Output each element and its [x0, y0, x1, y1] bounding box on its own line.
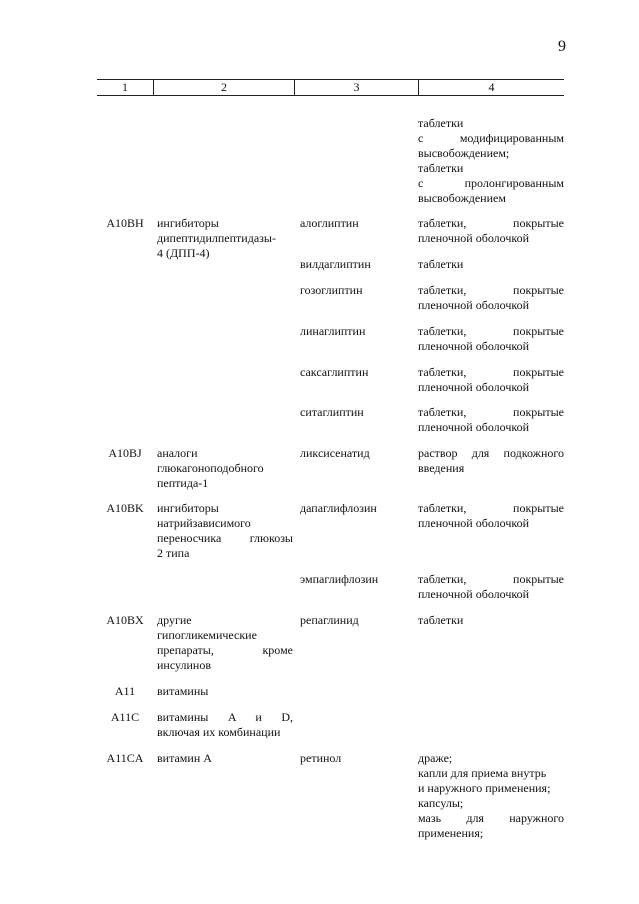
group-line: витамины	[157, 684, 209, 698]
form-line: таблетки, покрытые	[418, 405, 564, 419]
pharmacological-group	[157, 216, 293, 261]
dosage-forms	[418, 283, 564, 313]
drug-name: саксаглиптин	[300, 365, 369, 379]
form-line: капли для приема внутрь	[418, 766, 547, 780]
form-line: пленочной оболочкой	[418, 339, 530, 353]
dosage-forms	[418, 613, 564, 628]
dosage-forms	[418, 751, 564, 841]
group-line: дипептидилпептидазы-	[157, 231, 276, 245]
drug-name: репаглинид	[300, 613, 359, 627]
form-line: применения;	[418, 826, 484, 840]
header-col-3: 3	[295, 80, 419, 95]
form-line: пленочной оболочкой	[418, 420, 530, 434]
form-line: пленочной оболочкой	[418, 587, 530, 601]
header-col-2: 2	[154, 80, 295, 95]
pharmacological-group	[157, 501, 293, 561]
group-line: ингибиторы	[157, 501, 219, 515]
dosage-forms	[418, 572, 564, 602]
form-line: пленочной оболочкой	[418, 516, 530, 530]
atc-code: A10BK	[106, 501, 144, 515]
group-line: 4 (ДПП-4)	[157, 246, 210, 260]
group-line: переносчика глюкозы	[157, 531, 293, 545]
dosage-forms	[418, 216, 564, 246]
group-line: препараты, кроме	[157, 643, 293, 657]
form-line: раствор для подкожного	[418, 446, 564, 460]
group-line: включая их комбинации	[157, 725, 281, 739]
pharmacological-group	[157, 751, 293, 766]
drug-name: вилдаглиптин	[300, 257, 371, 271]
drug-name: алоглиптин	[300, 216, 359, 230]
pharmacological-group	[157, 446, 293, 491]
form-line: драже;	[418, 751, 453, 765]
form-line: таблетки, покрытые	[418, 283, 564, 297]
drug-name: линаглиптин	[300, 324, 366, 338]
atc-code: A10BH	[106, 216, 144, 230]
drug-name: ретинол	[300, 751, 342, 765]
group-line: витамин A	[157, 751, 212, 765]
form-line: высвобождением;	[418, 146, 510, 160]
atc-code: A10BX	[106, 613, 144, 627]
form-line: таблетки, покрытые	[418, 324, 564, 338]
form-line: таблетки, покрытые	[418, 501, 564, 515]
dosage-forms	[418, 324, 564, 354]
dosage-forms	[418, 116, 564, 206]
pharmacological-group	[157, 684, 293, 699]
group-line: глюкагоноподобного	[157, 461, 264, 475]
form-line: таблетки	[418, 613, 464, 627]
form-line: таблетки	[418, 257, 464, 271]
header-col-4: 4	[488, 80, 495, 94]
form-line: пленочной оболочкой	[418, 231, 530, 245]
header-col-1: 1	[97, 80, 154, 95]
form-line: капсулы;	[418, 796, 464, 810]
form-line: пленочной оболочкой	[418, 380, 530, 394]
form-line: таблетки, покрытые	[418, 216, 564, 230]
dosage-forms	[418, 257, 564, 272]
page-number: 9	[558, 38, 566, 55]
form-line: таблетки, покрытые	[418, 365, 564, 379]
form-line: и наружного применения;	[418, 781, 551, 795]
group-line: 2 типа	[157, 546, 190, 560]
atc-code: A11CA	[106, 751, 144, 765]
group-line: гипогликемические	[157, 628, 257, 642]
group-line: витамины A и D,	[157, 710, 293, 724]
group-line: инсулинов	[157, 658, 211, 672]
pharmacological-group	[157, 710, 293, 740]
dosage-forms	[418, 405, 564, 435]
form-line: высвобождением	[418, 191, 506, 205]
group-line: пептида-1	[157, 476, 209, 490]
drug-name: дапаглифлозин	[300, 501, 377, 515]
form-line: с пролонгированным	[418, 176, 564, 190]
atc-code: A11	[114, 684, 136, 698]
drug-name: ликсисенатид	[300, 446, 370, 460]
table-header	[97, 79, 564, 96]
dosage-forms	[418, 501, 564, 531]
group-line: натрийзависимого	[157, 516, 251, 530]
drug-name: гозоглиптин	[300, 283, 363, 297]
group-line: ингибиторы	[157, 216, 219, 230]
form-line: пленочной оболочкой	[418, 298, 530, 312]
atc-code: A11C	[110, 710, 140, 724]
form-line: мазь для наружного	[418, 811, 564, 825]
dosage-forms	[418, 446, 564, 476]
form-line: таблетки	[418, 161, 464, 175]
group-line: аналоги	[157, 446, 198, 460]
form-line: введения	[418, 461, 465, 475]
drug-name: ситаглиптин	[300, 405, 364, 419]
group-line: другие	[157, 613, 192, 627]
pharmacological-group	[157, 613, 293, 673]
form-line: таблетки, покрытые	[418, 572, 564, 586]
atc-code: A10BJ	[108, 446, 142, 460]
dosage-forms	[418, 365, 564, 395]
form-line: таблетки	[418, 116, 464, 130]
drug-name: эмпаглифлозин	[300, 572, 379, 586]
form-line: с модифицированным	[418, 131, 564, 145]
